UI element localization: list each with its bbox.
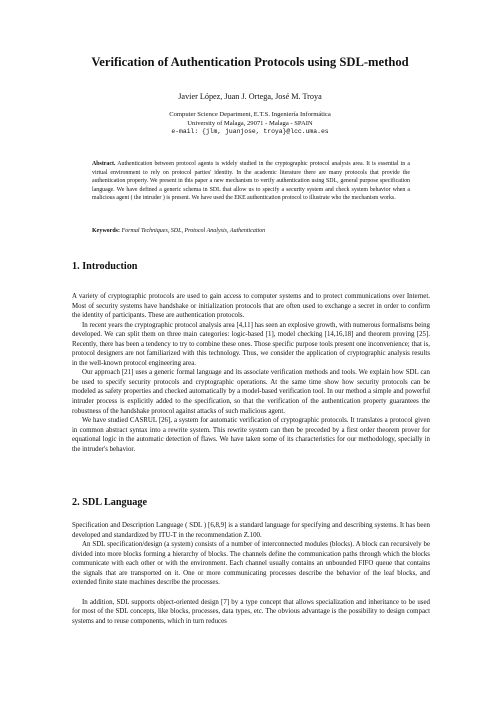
section-body-sdl-language <box>72 521 430 626</box>
section-body-introduction <box>72 292 430 454</box>
paragraph: An SDL specification/design (a system) consists of a number of interconnected modules (blocks). A block can recursively be divided into more blocks forming a hierarchy of blocks. The channels define the communication paths through which the blocks communicate with each other or with the environment. Each channel usually contains an unbounded FIFO queue that contains the signals that are transported on it. One or more communicating processes describe the behavior of the leaf blocks, and extended finite state machines describe the processes. <box>72 541 430 587</box>
keywords <box>92 228 410 234</box>
paragraph-gap <box>72 588 430 598</box>
keywords-label: Keywords: <box>92 228 120 234</box>
paragraph: A variety of cryptographic protocols are used to gain access to computer systems and to protect communications over Internet. Most of security systems have handshake or initialization protocols that are often used to exchange a secret in order to confirm the identity of participants. These are authentication protocols. <box>72 293 430 320</box>
affiliation-department: Computer Science Department, E.T.S. Ingeniería Informática <box>169 111 331 118</box>
paragraph: Our approach [21] uses a generic formal language and its associate verification methods and tools. We explain how SDL can be used to specify security protocols and cryptographic operations. At the same time show how security protocols can be modeled as safety properties and checked automatically by a model-based verification tool. In our method a simple and powerful intruder process is explicitly added to the specification, so that the verification of the authentication property guarantees the robustness of the handshake protocol against attacks of such malicious agent. <box>72 369 430 415</box>
author-list: Javier López, Juan J. Ortega, José M. Troya <box>178 92 322 101</box>
section-heading-introduction: 1. Introduction <box>72 261 138 272</box>
abstract <box>92 160 410 203</box>
paper-title: Verification of Authentication Protocols using SDL-method <box>91 55 409 69</box>
affiliation-email: e-mail: {jlm, juanjose, troya}@lcc.uma.es <box>171 128 329 135</box>
abstract-label: Abstract. <box>92 161 116 167</box>
paragraph: Specification and Description Language ( SDL ) [6,8,9] is a standard language for specifying and describing systems. It has been developed and standardized by ITU-T in the recommendation Z.100. <box>72 522 430 539</box>
affiliation-university: University of Malaga, 29071 - Malaga - SPAIN <box>187 120 313 127</box>
paragraph: In recent years the cryptographic protocol analysis area [4,11] has seen an explosive growth, with numerous formalisms being developed. We can split them on three main categories: logic-based [1], model checking [14,16,18] and theorem proving [25]. Recently, there has been a tendency to try to combine these ones. Those specific purpose tools present one inconvenience; that is, protocol designers are not familiarized with this technology. Thus, we consider the application of cryptographic analysis results in the well-known protocol engineering area. <box>72 321 430 367</box>
section-heading-sdl-language: 2. SDL Language <box>72 497 148 508</box>
keywords-text: Formal Techniques, SDL, Protocol Analysis, Authentication <box>121 228 266 234</box>
abstract-text: Authentication between protocol agents is widely studied in the cryptographic protocol analysis area. It is essential in a virtual environment to rely on protocol parties' identity. In the academic literature there are many protocols that provide the authentication property. We present in this paper a new mechanism to verify authentication using SDL, general purpose specification language. We have defined a generic schema in SDL that allow us to specify a security system and check system behavior when a malicious agent ( the intruder ) is present. We have used the EKE authentication protocol to illustrate who the mechanism works. <box>92 161 410 202</box>
paragraph: In addition, SDL supports object-oriented design [7] by a type concept that allows specialization and inheritance to be used for most of the SDL concepts, like blocks, processes, data types, etc. The obvious advantage is the possibility to design compact systems and to reuse components, which in turn reduces <box>72 598 430 625</box>
paragraph: We have studied CASRUL [26], a system for automatic verification of cryptographic protocols. It translates a protocol given in common abstract syntax into a rewrite system. This rewrite system can then be preceded by a first order theorem prover for equational logic in the automatic detection of flaws. We have taken some of its characteristics for our methodology, specially in the intruder's behavior. <box>72 417 430 453</box>
